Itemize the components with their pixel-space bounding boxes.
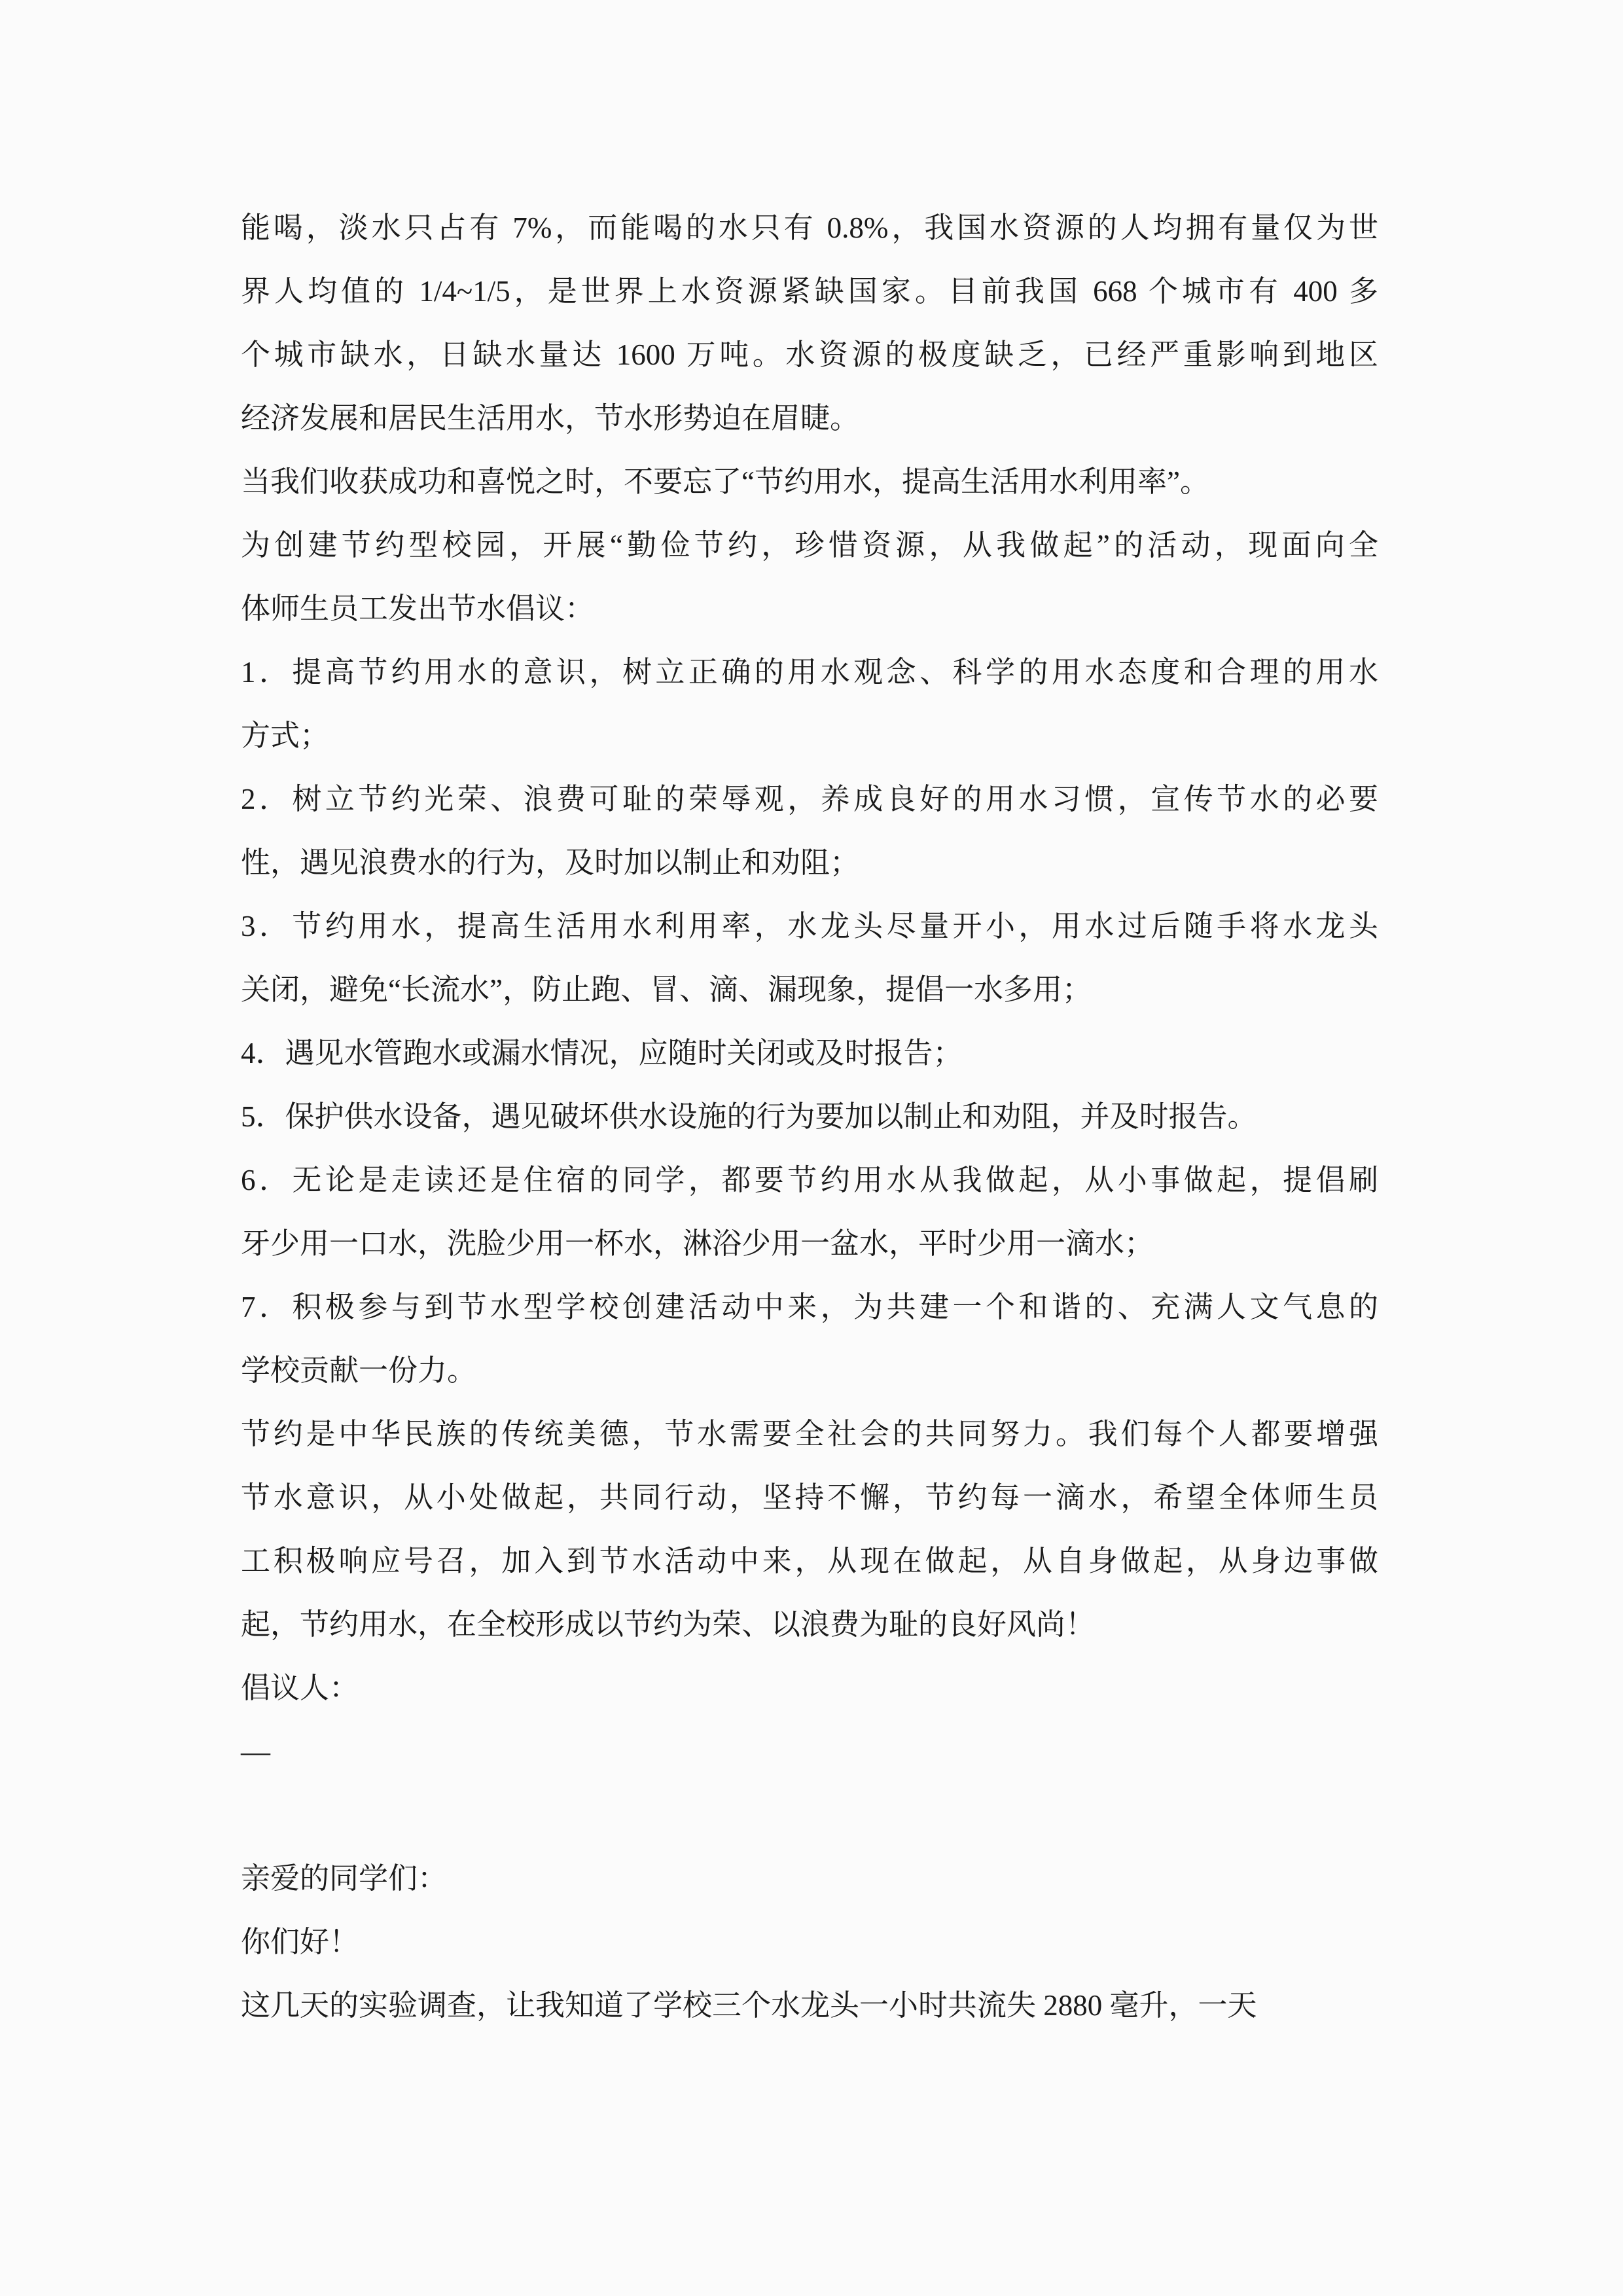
text-line: 关闭，避免“长流水”，防止跑、冒、滴、漏现象，提倡一水多用；: [241, 973, 1092, 1006]
text-line: 方式；: [241, 719, 330, 752]
text-line: 1．提高节约用水的意识，树立正确的用水观念、科学的用水态度和合理的用水: [241, 656, 1378, 689]
text-line: 这几天的实验调查，让我知道了学校三个水龙头一小时共流失 2880 毫升，一天: [241, 1989, 1257, 2022]
text-line: 7．积极参与到节水型学校创建活动中来，为共建一个和谐的、充满人文气息的: [241, 1291, 1378, 1323]
text-line: 6．无论是走读还是住宿的同学，都要节约用水从我做起，从小事做起，提倡刷: [241, 1164, 1378, 1196]
text-line: 能喝，淡水只占有 7%，而能喝的水只有 0.8%，我国水资源的人均拥有量仅为世: [241, 211, 1378, 244]
text-line: 为创建节约型校园，开展“勤俭节约，珍惜资源，从我做起”的活动，现面向全: [241, 529, 1378, 562]
text-line: 4．遇见水管跑水或漏水情况，应随时关闭或及时报告；: [241, 1037, 963, 1069]
text-line: 牙少用一口水，洗脸少用一杯水，淋浴少用一盆水，平时少用一滴水；: [241, 1227, 1154, 1260]
text-line: 5．保护供水设备，遇见破坏供水设施的行为要加以制止和劝阻，并及时报告。: [241, 1100, 1257, 1133]
text-line: 3．节约用水，提高生活用水利用率，水龙头尽量开小，用水过后随手将水龙头: [241, 910, 1378, 942]
text-line: 倡议人：: [241, 1672, 359, 1704]
text-line: 界人均值的 1/4~1/5，是世界上水资源紧缺国家。目前我国 668 个城市有 400 多: [241, 275, 1378, 308]
text-line: 当我们收获成功和喜悦之时，不要忘了“节约用水，提高生活用水利用率”。: [241, 465, 1209, 498]
text-line: 亲爱的同学们：: [241, 1862, 448, 1895]
text-line: 经济发展和居民生活用水，节水形势迫在眉睫。: [241, 402, 860, 435]
text-line: 学校贡献一份力。: [241, 1354, 477, 1387]
signature-dash: —: [241, 1735, 270, 1768]
text-line: 你们好！: [241, 1926, 359, 1958]
text-line: 体师生员工发出节水倡议：: [241, 592, 595, 625]
text-line: 个城市缺水，日缺水量达 1600 万吨。水资源的极度缺乏，已经严重影响到地区: [241, 338, 1378, 371]
text-line: 起，节约用水，在全校形成以节约为荣、以浪费为耻的良好风尚！: [241, 1608, 1096, 1641]
text-line: 2．树立节约光荣、浪费可耻的荣辱观，养成良好的用水习惯，宣传节水的必要: [241, 783, 1378, 816]
text-line: 节约是中华民族的传统美德，节水需要全社会的共同努力。我们每个人都要增强: [241, 1418, 1378, 1450]
document-lines: [241, 196, 1378, 2037]
text-line: 工积极响应号召，加入到节水活动中来，从现在做起，从自身做起，从身边事做: [241, 1545, 1378, 1577]
text-line: 节水意识，从小处做起，共同行动，坚持不懈，节约每一滴水，希望全体师生员: [241, 1481, 1378, 1514]
text-line: 性，遇见浪费水的行为，及时加以制止和劝阻；: [241, 846, 860, 879]
blank-line: [241, 1784, 1378, 1847]
